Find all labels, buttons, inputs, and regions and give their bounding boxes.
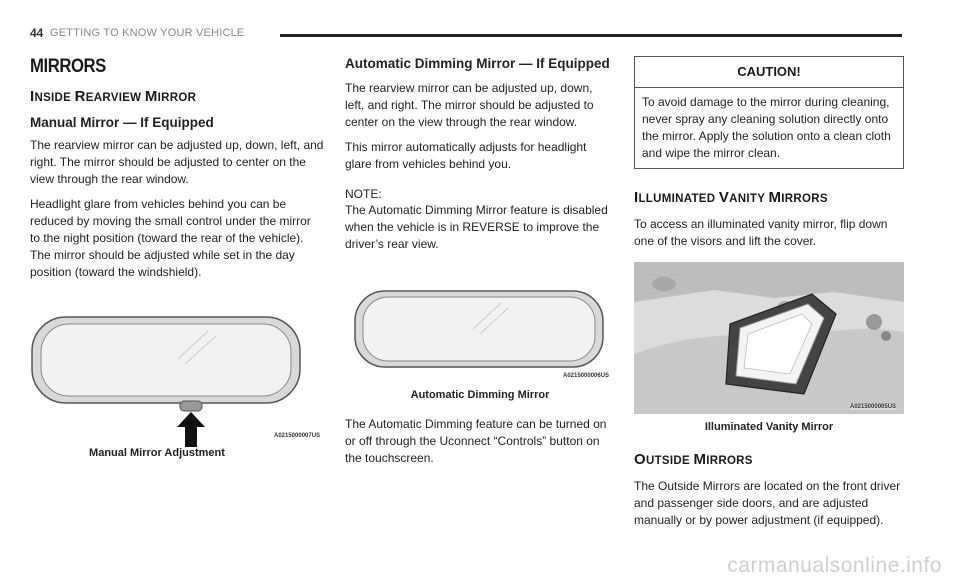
manual-mirror-figure — [30, 309, 324, 449]
vanity-mirror-illustration — [634, 262, 904, 414]
manual-mirror-paragraph-1: The rearview mirror can be adjusted up, down, left, and right. The mirror should be adjusted to center on the view through the rear window. — [30, 138, 324, 186]
figure-caption: Manual Mirror Adjustment — [89, 447, 225, 459]
column-middle — [345, 56, 615, 475]
auto-dimming-figure — [345, 273, 615, 381]
watermark: carmanualsonline.info — [727, 554, 942, 577]
page-header — [30, 26, 902, 44]
auto-dimming-illustration — [345, 273, 615, 381]
vanity-mirror-figure — [634, 262, 904, 414]
section-title: GETTING TO KNOW YOUR VEHICLE — [50, 27, 245, 39]
figure-code: A0215000007US — [274, 433, 321, 439]
caution-body: To avoid damage to the mirror during cleaning, never spray any cleaning solution directly onto the mirror. Apply the solution onto a clean cloth and wipe the mirror clean. — [642, 95, 891, 160]
note-body: The Automatic Dimming Mirror feature is disabled when the vehicle is in REVERSE to improve the driver’s rear view. — [345, 203, 608, 251]
figure-caption: Automatic Dimming Mirror — [410, 389, 550, 401]
note-label: NOTE: — [345, 187, 382, 201]
figure-code: A0215000006US — [563, 373, 610, 379]
auto-dimming-paragraph-3: The Automatic Dimming feature can be turned on or off through the Uconnect “Controls” button on the touchscreen. — [345, 417, 607, 465]
column-left — [30, 56, 324, 459]
figure-caption: Illuminated Vanity Mirror — [704, 421, 834, 433]
manual-mirror-heading: Manual Mirror — If Equipped — [30, 115, 214, 130]
figure-code: A0215000005US — [850, 404, 897, 410]
vanity-paragraph: To access an illuminated vanity mirror, flip down one of the visors and lift the cover. — [634, 217, 888, 248]
column-right — [634, 56, 904, 537]
manual-mirror-paragraph-2: Headlight glare from vehicles behind you can be reduced by moving the small control under the mirror to the night position (toward the rear of the vehicle). The mirror should be adjusted while set in the day position (toward the windshield). — [30, 197, 311, 279]
automatic-dimming-heading: Automatic Dimming Mirror — If Equipped — [345, 56, 610, 71]
auto-dimming-paragraph-1: The rearview mirror can be adjusted up, down, left, and right. The mirror should be adjusted to center on the view through the rear window. — [345, 81, 594, 129]
outside-mirrors-heading: OUTSIDE MIRRORS — [634, 451, 753, 468]
auto-dimming-paragraph-2: This mirror automatically adjusts for headlight glare from vehicles behind you. — [345, 140, 587, 171]
caution-box — [634, 56, 904, 169]
caution-title: CAUTION! — [635, 57, 903, 88]
illuminated-vanity-heading: ILLUMINATED VANITY MIRRORS — [634, 189, 828, 206]
page-title: MIRRORS — [30, 56, 106, 77]
page-number: 44 — [30, 26, 44, 40]
manual-mirror-illustration — [30, 309, 324, 449]
header-rule — [280, 34, 902, 37]
outside-mirrors-paragraph: The Outside Mirrors are located on the front driver and passenger side doors, and are adjusted manually or by power adjustment (if equipped). — [634, 479, 901, 527]
inside-rearview-mirror-heading: INSIDE REARVIEW MIRROR — [30, 88, 197, 105]
